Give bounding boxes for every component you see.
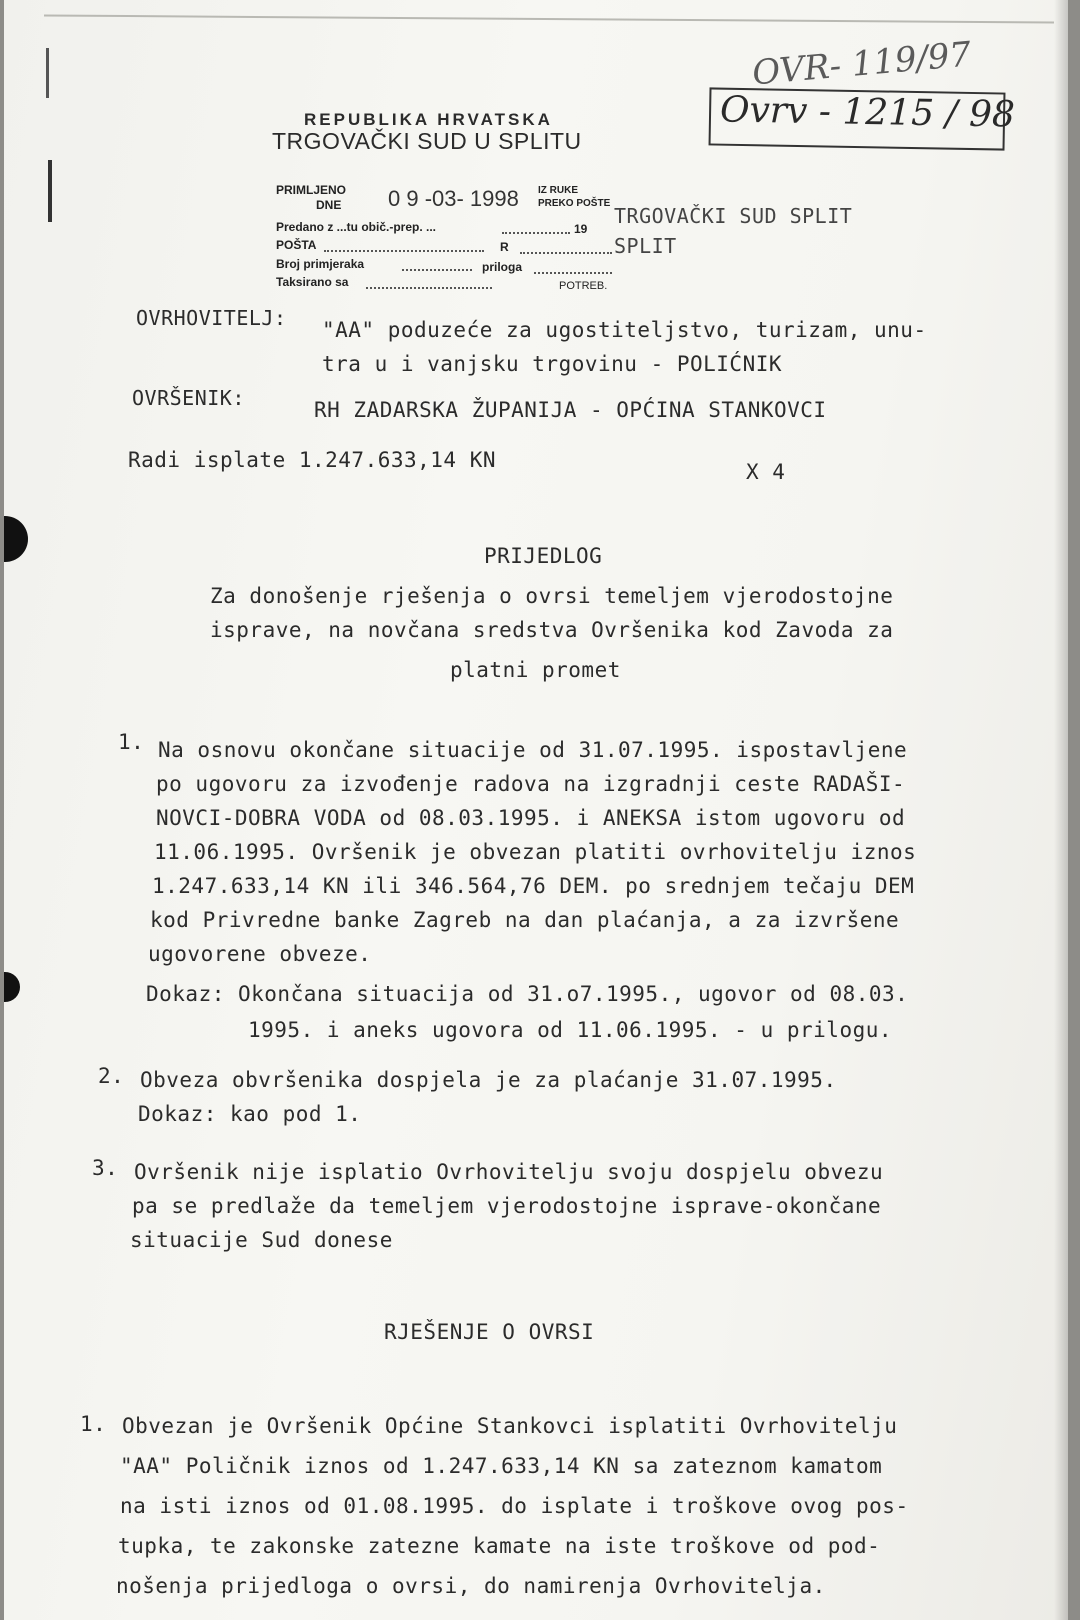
copies-count: X 4 bbox=[746, 460, 786, 484]
stamp-dotline bbox=[402, 259, 472, 271]
item-number: 3. bbox=[92, 1156, 119, 1180]
item-1-line: NOVCI-DOBRA VODA od 08.03.1995. i ANEKSA istom ugovoru od bbox=[156, 806, 906, 830]
stamp-potreb: POTREB. bbox=[559, 280, 608, 292]
court-heading: TRGOVAČKI SUD U SPLITU bbox=[272, 128, 582, 154]
stamp-preko-poste: PREKO POŠTE bbox=[538, 198, 611, 209]
stamp-dotline bbox=[520, 242, 612, 254]
debtor-label: OVRŠENIK: bbox=[132, 386, 245, 410]
item-1-line: 11.06.1995. Ovršenik je obvezan platiti ovrhovitelju iznos bbox=[154, 840, 917, 864]
decision-line: Obvezan je Ovršenik Općine Stankovci isplatiti Ovrhovitelju bbox=[122, 1414, 898, 1438]
margin-mark bbox=[48, 160, 52, 222]
item-2-line: Obveza obvršenika dospjela je za plaćanje 31.07.1995. bbox=[140, 1068, 837, 1092]
creditor-label: OVRHOVITELJ: bbox=[136, 306, 287, 330]
decision-line: nošenja prijedloga o ovrsi, do namirenja Ovrhovitelja. bbox=[116, 1574, 826, 1598]
decision-line: na isti iznos od 01.08.1995. do isplate i troškove ovog pos- bbox=[120, 1494, 909, 1518]
proposal-subtitle-3: platni promet bbox=[450, 658, 621, 682]
decision-line: tupka, te zakonske zatezne kamate na iste troškove od pod- bbox=[118, 1534, 881, 1558]
punch-hole-small bbox=[4, 972, 20, 1002]
debtor-name: RH ZADARSKA ŽUPANIJA - OPĆINA STANKOVCI bbox=[314, 398, 827, 422]
stamp-primljeno: PRIMLJENO bbox=[276, 183, 347, 197]
creditor-line-2: tra u i vanjsku trgovinu - POLIĆNIK bbox=[322, 352, 783, 376]
proposal-title: PRIJEDLOG bbox=[484, 544, 603, 568]
item-1-line: po ugovoru za izvođenje radova na izgradnji ceste RADAŠI- bbox=[156, 772, 906, 796]
stamp-dotline bbox=[324, 240, 484, 252]
decision-number: 1. bbox=[80, 1412, 107, 1436]
stamp-r: R bbox=[500, 240, 509, 254]
item-3-line: Ovršenik nije isplatio Ovrhovitelju svoju dospjelu obvezu bbox=[134, 1160, 884, 1184]
stamp-taksirano: Taksirano sa bbox=[276, 275, 349, 289]
creditor-line-1: "AA" poduzeće za ugostiteljstvo, turizam, unu- bbox=[322, 318, 927, 342]
decision-line: "AA" Poličnik iznos od 1.247.633,14 KN sa zateznom kamatom bbox=[120, 1454, 883, 1478]
handwritten-reference: OVR- 119/97 bbox=[750, 34, 973, 94]
stamp-posta: POŠTA bbox=[276, 238, 317, 252]
stamp-year: 19 bbox=[574, 222, 588, 236]
proposal-subtitle-2: isprave, na novčana sredstva Ovršenika kod Zavoda za bbox=[210, 618, 894, 642]
page-edge-shadow bbox=[1054, 0, 1068, 1620]
item-1-evidence: Dokaz: Okončana situacija od 31.o7.1995., ugovor od 08.03. bbox=[146, 982, 909, 1006]
item-number: 2. bbox=[98, 1064, 125, 1088]
item-3-line: pa se predlaže da temeljem vjerodostojne isprave-okončane bbox=[132, 1194, 882, 1218]
republic-heading: REPUBLIKA HRVATSKA bbox=[304, 110, 553, 129]
item-2-evidence: Dokaz: kao pod 1. bbox=[138, 1102, 362, 1126]
item-1-line: Na osnovu okončane situacije od 31.07.1995. ispostavljene bbox=[158, 738, 908, 762]
stamp-dotline bbox=[502, 222, 570, 234]
stamp-dotline bbox=[534, 262, 612, 274]
proposal-subtitle-1: Za donošenje rješenja o ovrsi temeljem vjerodostojne bbox=[210, 584, 894, 608]
stamp-priloga: priloga bbox=[482, 260, 523, 274]
document-page bbox=[4, 0, 1068, 1620]
punch-hole bbox=[4, 516, 28, 562]
addressee-court: TRGOVAČKI SUD SPLIT bbox=[614, 204, 853, 228]
stamp-dotline bbox=[366, 277, 492, 289]
top-edge-line bbox=[44, 14, 1054, 23]
addressee-city: SPLIT bbox=[614, 234, 677, 258]
item-number: 1. bbox=[118, 730, 145, 754]
stamp-broj: Broj primjeraka bbox=[276, 257, 365, 271]
item-1-line: 1.247.633,14 KN ili 346.564,76 DEM. po srednjem tečaju DEM bbox=[152, 874, 915, 898]
item-1-line: ugovorene obveze. bbox=[148, 942, 372, 966]
stamp-dne: DNE bbox=[316, 198, 342, 212]
stamp-date: 0 9 -03- 1998 bbox=[388, 186, 519, 211]
case-number: Ovrv - 1215 / 98 bbox=[719, 89, 1016, 136]
item-1-line: kod Privredne banke Zagreb na dan plaćanja, a za izvršene bbox=[150, 908, 900, 932]
stamp-predano: Predano z ...tu obič.-prep. ... bbox=[276, 220, 437, 234]
decision-title: RJEŠENJE O OVRSI bbox=[384, 1320, 595, 1344]
item-1-evidence-cont: 1995. i aneks ugovora od 11.06.1995. - u prilogu. bbox=[248, 1018, 893, 1042]
stamp-iz-ruke: IZ RUKE bbox=[538, 185, 578, 196]
margin-scribble bbox=[46, 48, 49, 98]
amount-line: Radi isplate 1.247.633,14 KN bbox=[128, 448, 497, 472]
item-3-line: situacije Sud donese bbox=[130, 1228, 393, 1252]
